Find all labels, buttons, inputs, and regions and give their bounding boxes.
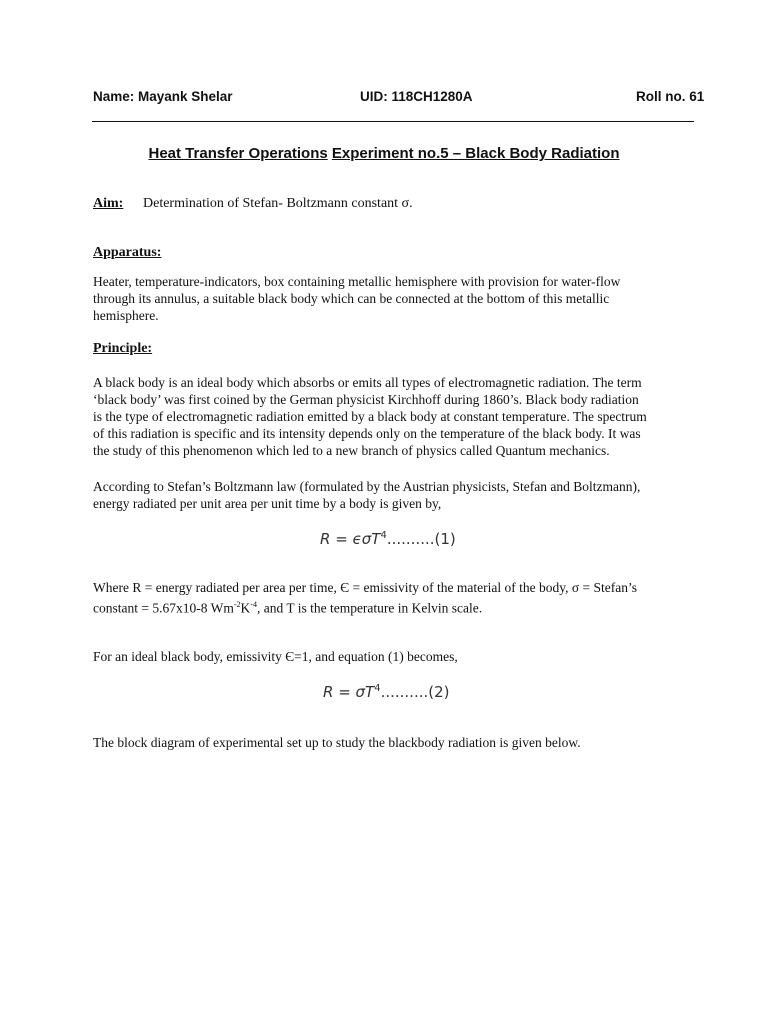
principle-line: the study of this phenomenon which led to a new branch of physics called Quantum mechanics. [93,443,610,458]
apparatus-paragraph [93,273,683,324]
principle-paragraph-3 [93,579,683,617]
principle-line: According to Stefan’s Boltzmann law (formulated by the Austrian physicists, Stefan and Boltzmann), [93,479,641,494]
unit-exponent: -4 [250,600,257,609]
title-course: Heat Transfer Operations [148,145,328,162]
aim-heading: Aim: [93,196,124,211]
principle-paragraph-1 [93,374,683,459]
unit-kelvin: K [240,600,251,616]
equation-2-lhs: R = σT [323,683,375,701]
equation-1 [320,530,456,548]
principle-paragraph-2 [93,478,683,512]
aim-text: Determination of Stefan- Boltzmann constant σ. [143,196,413,211]
student-name: Name: Mayank Shelar [93,89,233,104]
equation-2-exponent: 4 [374,683,381,694]
equation-1-exponent: 4 [380,530,387,541]
student-uid: UID: 118CH1280A [360,89,473,104]
principle-line: of this radiation is specific and its intensity depends only on the temperature of the black body. It was [93,426,641,441]
principle-heading: Principle: [93,341,153,356]
equation-2-number: ..........(2) [380,683,450,701]
principle-line [93,596,683,617]
principle-line: For an ideal black body, emissivity Є=1, and equation (1) becomes, [93,649,458,664]
principle-line: is the type of electromagnetic radiation emitted by a black body at constant temperature. The spectrum [93,409,647,424]
roll-number: Roll no. 61 [636,89,705,104]
equation-1-number: ..........(1) [386,530,456,548]
equation-2 [323,683,450,701]
principle-line: ‘black body’ was first coined by the German physicist Kirchhoff during 1860’s. Black body radiation [93,392,639,407]
apparatus-heading: Apparatus: [93,245,162,260]
document-title [0,145,768,162]
principle-line: A black body is an ideal body which absorbs or emits all types of electromagnetic radiation. The term [93,375,642,390]
apparatus-line: through its annulus, a suitable black body which can be connected at the bottom of this metallic [93,291,610,306]
equation-1-lhs: R = ϵσT [320,530,381,548]
constant-text: constant = 5.67x10-8 Wm [93,600,234,616]
title-experiment: Experiment no.5 – Black Body Radiation [331,145,620,162]
apparatus-line: Heater, temperature-indicators, box containing metallic hemisphere with provision for water-flow [93,274,621,289]
unit-exponent: -2 [233,600,241,609]
principle-paragraph-5 [93,734,683,751]
principle-line: The block diagram of experimental set up to study the blackbody radiation is given below. [93,735,581,750]
principle-line: energy radiated per unit area per unit time by a body is given by, [93,496,442,511]
apparatus-line: hemisphere. [93,308,159,323]
header-divider [92,121,694,122]
principle-paragraph-4 [93,648,683,665]
principle-line: Where R = energy radiated per area per time, Є = emissivity of the material of the body, σ = Stefan’s [93,580,637,595]
constant-text-tail: , and T is the temperature in Kelvin scale. [256,600,483,616]
